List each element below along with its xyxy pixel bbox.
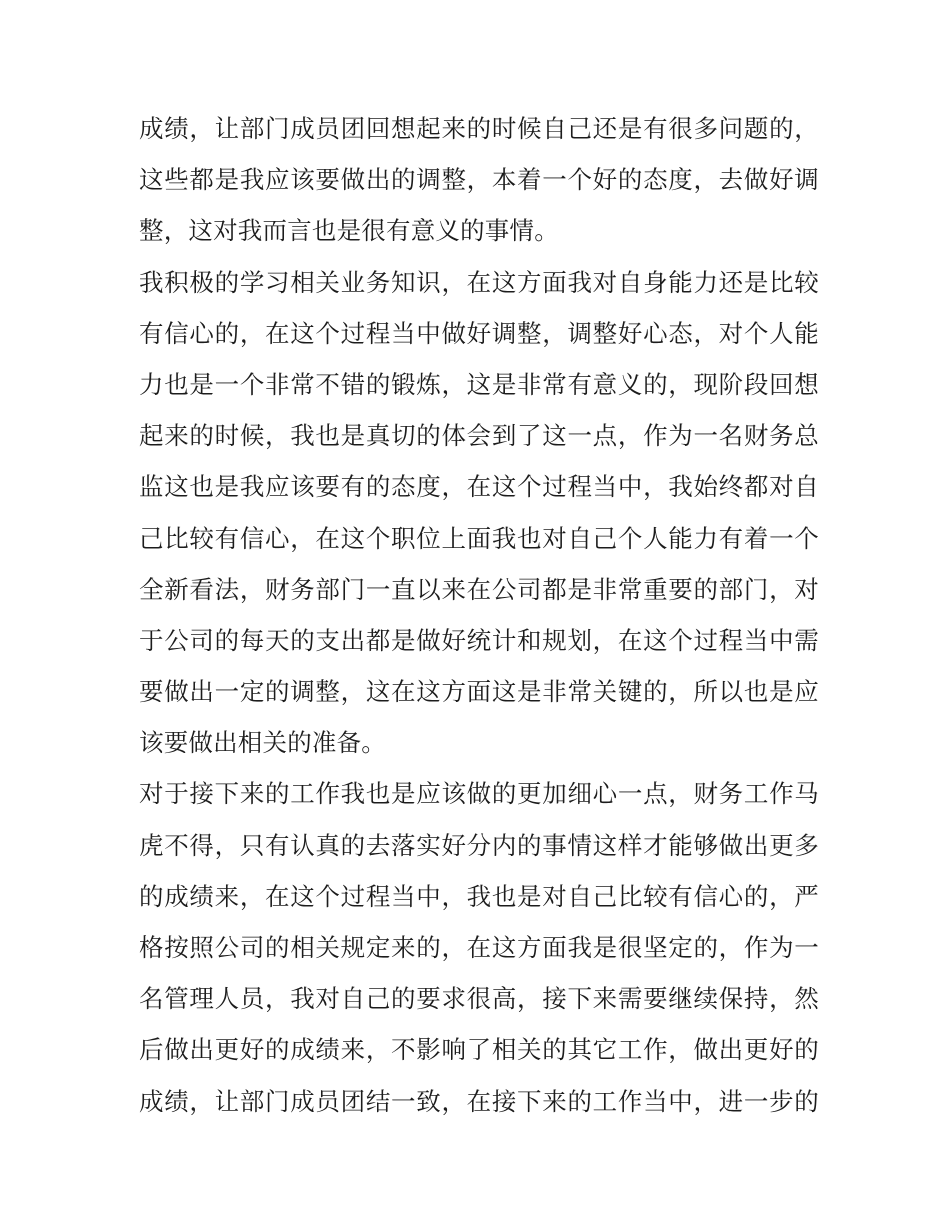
text-line: 后做出更好的成绩来，不影响了相关的其它工作，做出更好的: [139, 1035, 819, 1065]
text-line: 成绩，让部门成员团结一致，在接下来的工作当中，进一步的: [139, 1086, 819, 1116]
text-line: 成绩，让部门成员团回想起来的时候自己还是有很多问题的，: [139, 114, 819, 143]
text-line: 格按照公司的相关规定来的，在这方面我是很坚定的，作为一: [139, 933, 819, 962]
body-text: [139, 103, 819, 1127]
text-line: 这些都是我应该要做出的调整，本着一个好的态度，去做好调: [139, 165, 819, 195]
text-line: 有信心的，在这个过程当中做好调整，调整好心态，对个人能: [139, 318, 819, 348]
text-line: 要做出一定的调整，这在这方面这是非常关键的，所以也是应: [139, 677, 819, 707]
text-line: 虎不得，只有认真的去落实好分内的事情这样才能够做出更多: [139, 830, 819, 860]
text-line: 全新看法，财务部门一直以来在公司都是非常重要的部门，对: [139, 574, 819, 604]
text-line: 我积极的学习相关业务知识，在这方面我对自身能力还是比较: [139, 267, 819, 297]
text-line: 监这也是我应该要有的态度，在这个过程当中，我始终都对自: [139, 472, 819, 502]
text-line: 起来的时候，我也是真切的体会到了这一点，作为一名财务总: [139, 421, 819, 451]
text-line: 于公司的每天的支出都是做好统计和规划，在这个过程当中需: [139, 625, 819, 655]
text-line: 力也是一个非常不错的锻炼，这是非常有意义的，现阶段回想: [139, 369, 819, 399]
text-line: 整，这对我而言也是很有意义的事情。: [139, 216, 559, 246]
text-line: 该要做出相关的准备。: [139, 728, 386, 758]
text-line: 名管理人员，我对自己的要求很高，接下来需要继续保持，然: [139, 984, 819, 1014]
text-line: 己比较有信心，在这个职位上面我也对自己个人能力有着一个: [139, 523, 819, 553]
text-line: 的成绩来，在这个过程当中，我也是对自己比较有信心的，严: [139, 881, 819, 911]
text-line: 对于接下来的工作我也是应该做的更加细心一点，财务工作马: [139, 779, 819, 809]
